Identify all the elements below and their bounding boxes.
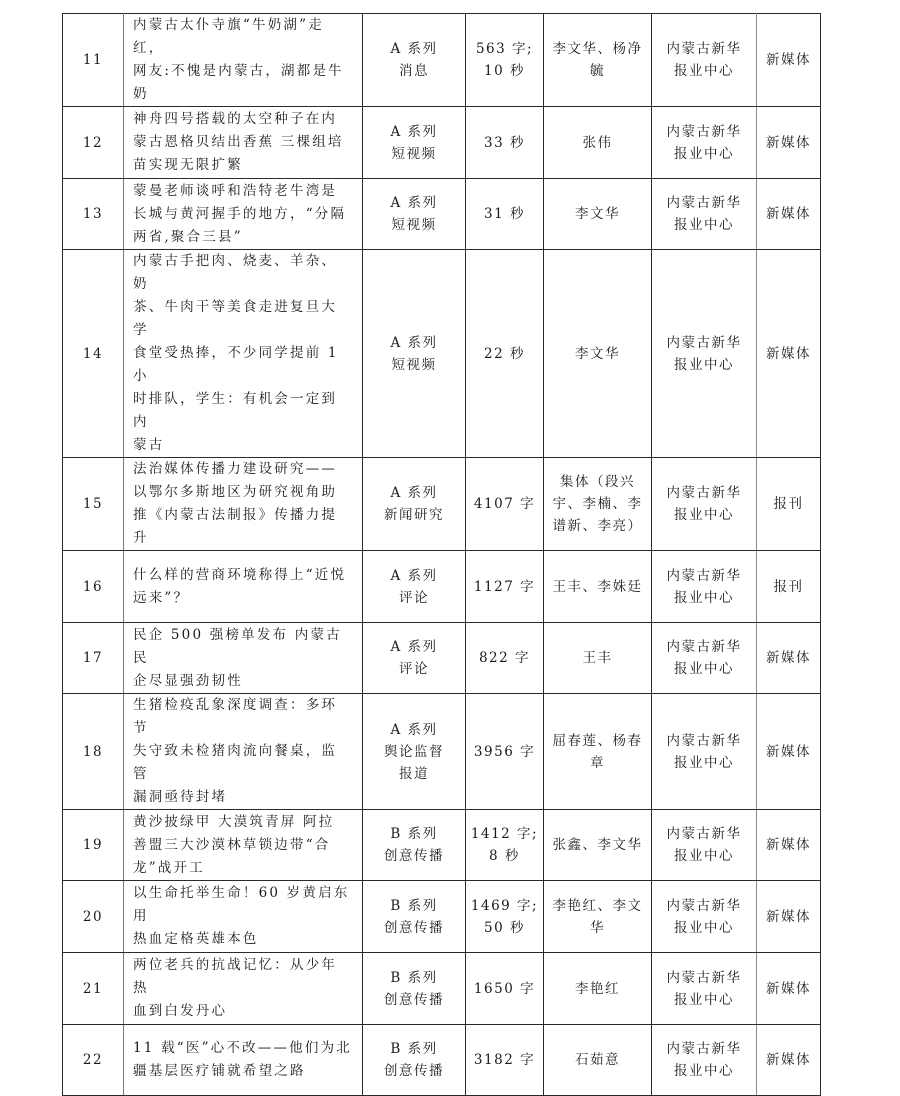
category-cell-line: 消息 bbox=[399, 63, 429, 79]
row-number-cell: 21 bbox=[63, 953, 124, 1025]
unit-cell-line: 报业中心 bbox=[674, 145, 734, 162]
length-cell-line: 1650 字 bbox=[473, 980, 536, 997]
title-cell bbox=[124, 953, 363, 1025]
author-cell-line: 华 bbox=[590, 919, 605, 936]
title-cell-line: 蒙曼老师谈呼和浩特老牛湾是 bbox=[133, 182, 338, 199]
length-cell bbox=[466, 14, 544, 107]
length-cell-line: 1412 字; bbox=[470, 826, 539, 842]
author-cell bbox=[544, 551, 652, 623]
unit-cell-line: 内蒙古新华 bbox=[666, 826, 742, 842]
unit-cell-line: 内蒙古新华 bbox=[666, 195, 742, 211]
category-cell bbox=[363, 953, 466, 1025]
author-cell bbox=[544, 14, 652, 107]
category-cell-line: B 系列 bbox=[390, 1041, 438, 1057]
length-cell bbox=[466, 694, 544, 810]
unit-cell bbox=[652, 1025, 757, 1096]
unit-cell-line: 内蒙古新华 bbox=[666, 123, 742, 140]
row-number-cell: 12 bbox=[63, 107, 124, 179]
author-cell-line: 李文华 bbox=[575, 345, 620, 362]
unit-cell bbox=[652, 881, 757, 953]
media-type-cell: 新媒体 bbox=[757, 694, 821, 810]
title-cell-line: 两省,聚合三县” bbox=[133, 228, 243, 245]
category-cell bbox=[363, 1025, 466, 1096]
title-cell-line: 疆基层医疗铺就希望之路 bbox=[133, 1063, 306, 1079]
row-number-cell: 22 bbox=[63, 1025, 124, 1096]
row-number-cell: 18 bbox=[63, 694, 124, 810]
category-cell-line: B 系列 bbox=[390, 897, 438, 914]
author-cell-line: 屈春莲、杨春 bbox=[552, 732, 643, 749]
author-cell-line: 李艳红 bbox=[575, 980, 620, 997]
row-number-cell: 13 bbox=[63, 179, 124, 250]
length-cell-line: 50 秒 bbox=[484, 919, 525, 936]
category-cell-line: B 系列 bbox=[390, 826, 438, 842]
title-cell-line: 内蒙古手把肉、烧麦、羊杂、奶 bbox=[133, 253, 338, 292]
table-row bbox=[63, 551, 821, 623]
unit-cell-line: 报业中心 bbox=[674, 63, 734, 79]
table-row bbox=[63, 694, 821, 810]
category-cell-line: 短视频 bbox=[391, 217, 437, 233]
unit-cell-line: 内蒙古新华 bbox=[666, 485, 742, 501]
length-cell-line: 3956 字 bbox=[473, 743, 536, 760]
length-cell bbox=[466, 458, 544, 551]
unit-cell-line: 报业中心 bbox=[674, 919, 734, 936]
title-cell-line: 善盟三大沙漠林草锁边带“合 bbox=[133, 836, 331, 853]
media-type-cell: 新媒体 bbox=[757, 179, 821, 250]
title-cell bbox=[124, 14, 363, 107]
author-cell-line: 张鑫、李文华 bbox=[552, 837, 643, 853]
row-number-cell: 14 bbox=[63, 250, 124, 458]
unit-cell-line: 内蒙古新华 bbox=[666, 334, 742, 351]
category-cell bbox=[363, 694, 466, 810]
unit-cell-line: 内蒙古新华 bbox=[666, 567, 742, 584]
author-cell bbox=[544, 623, 652, 694]
table-row bbox=[63, 810, 821, 881]
length-cell bbox=[466, 250, 544, 458]
table-row bbox=[63, 179, 821, 250]
category-cell bbox=[363, 458, 466, 551]
category-cell bbox=[363, 551, 466, 623]
title-cell bbox=[124, 458, 363, 551]
table-row bbox=[63, 881, 821, 953]
author-cell-line: 张伟 bbox=[582, 134, 613, 151]
title-cell-line: 食堂受热捧，不少同学提前 1 小 bbox=[133, 345, 339, 384]
author-cell-line: 石茹意 bbox=[575, 1052, 620, 1068]
author-cell bbox=[544, 810, 652, 881]
row-number-cell: 17 bbox=[63, 623, 124, 694]
table-row bbox=[63, 250, 821, 458]
media-type-cell: 新媒体 bbox=[757, 250, 821, 458]
title-cell bbox=[124, 881, 363, 953]
media-type-cell: 新媒体 bbox=[757, 953, 821, 1025]
author-cell bbox=[544, 250, 652, 458]
category-cell-line: A 系列 bbox=[390, 639, 438, 655]
media-type-cell: 报刊 bbox=[757, 458, 821, 551]
title-cell-line: 时排队，学生：有机会一定到内 bbox=[133, 391, 338, 430]
title-cell-line: 什么样的营商环境称得上“近悦 bbox=[133, 566, 347, 583]
length-cell-line: 10 秒 bbox=[484, 63, 525, 79]
category-cell-line: A 系列 bbox=[390, 195, 438, 211]
author-cell-line: 章 bbox=[590, 754, 605, 771]
category-cell-line: 报道 bbox=[399, 765, 429, 782]
title-cell-line: 血到白发丹心 bbox=[133, 1003, 228, 1019]
unit-cell-line: 内蒙古新华 bbox=[666, 969, 742, 986]
length-cell-line: 822 字 bbox=[478, 650, 531, 666]
length-cell-line: 3182 字 bbox=[473, 1052, 536, 1068]
title-cell-line: 民企 500 强榜单发布 内蒙古民 bbox=[133, 626, 342, 666]
category-cell-line: 新闻研究 bbox=[384, 507, 444, 523]
table-row bbox=[63, 107, 821, 179]
length-cell-line: 33 秒 bbox=[484, 134, 525, 151]
length-cell-line: 1469 字; bbox=[470, 897, 539, 914]
media-type-cell: 新媒体 bbox=[757, 1025, 821, 1096]
unit-cell-line: 报业中心 bbox=[674, 754, 734, 771]
title-cell bbox=[124, 250, 363, 458]
title-cell-line: 内蒙古太仆寺旗“牛奶湖”走红， bbox=[133, 17, 324, 56]
unit-cell-line: 报业中心 bbox=[674, 661, 734, 677]
author-cell-line: 李文华、杨净 bbox=[552, 41, 643, 57]
unit-cell bbox=[652, 810, 757, 881]
row-number-cell: 16 bbox=[63, 551, 124, 623]
title-cell-line: 远来”？ bbox=[133, 589, 190, 606]
category-cell-line: 创意传播 bbox=[384, 1063, 444, 1079]
category-cell-line: 短视频 bbox=[391, 356, 437, 373]
title-cell-line: 龙”战开工 bbox=[133, 859, 205, 876]
title-cell bbox=[124, 694, 363, 810]
length-cell-line: 4107 字 bbox=[473, 496, 536, 512]
author-cell-line: 王丰 bbox=[582, 650, 613, 666]
title-cell-line: 长城与黄河握手的地方，“分隔 bbox=[133, 205, 347, 222]
unit-cell bbox=[652, 250, 757, 458]
category-cell bbox=[363, 810, 466, 881]
unit-cell bbox=[652, 953, 757, 1025]
table-row bbox=[63, 458, 821, 551]
title-cell-line: 11 载“医”心不改——他们为北 bbox=[133, 1040, 352, 1056]
category-cell-line: 评论 bbox=[399, 589, 429, 606]
row-number-cell: 19 bbox=[63, 810, 124, 881]
author-cell-line: 王丰、李姝廷 bbox=[552, 578, 643, 595]
row-number-cell: 20 bbox=[63, 881, 124, 953]
media-type-cell: 报刊 bbox=[757, 551, 821, 623]
length-cell bbox=[466, 810, 544, 881]
author-cell bbox=[544, 107, 652, 179]
category-cell-line: 创意传播 bbox=[384, 991, 444, 1008]
author-cell-line: 李文华 bbox=[575, 206, 620, 222]
table-row bbox=[63, 953, 821, 1025]
category-cell bbox=[363, 107, 466, 179]
length-cell bbox=[466, 881, 544, 953]
title-cell bbox=[124, 551, 363, 623]
table-body bbox=[63, 14, 821, 1096]
title-cell bbox=[124, 623, 363, 694]
title-cell-line: 企尽显强劲韧性 bbox=[133, 672, 243, 689]
unit-cell bbox=[652, 551, 757, 623]
category-cell-line: A 系列 bbox=[390, 485, 438, 501]
row-number-cell: 15 bbox=[63, 458, 124, 551]
category-cell-line: 创意传播 bbox=[384, 919, 444, 936]
title-cell-line: 蒙古恩格贝结出香蕉 三棵组培 bbox=[133, 134, 344, 150]
category-cell-line: A 系列 bbox=[390, 567, 438, 584]
author-cell-line: 宇、李楠、李 bbox=[552, 496, 643, 512]
author-cell bbox=[544, 179, 652, 250]
category-cell bbox=[363, 881, 466, 953]
length-cell-line: 8 秒 bbox=[489, 848, 520, 864]
category-cell-line: B 系列 bbox=[390, 969, 438, 986]
category-cell-line: A 系列 bbox=[390, 334, 438, 351]
length-cell-line: 31 秒 bbox=[484, 206, 525, 222]
title-cell-line: 蒙古 bbox=[133, 437, 165, 453]
table-row bbox=[63, 623, 821, 694]
length-cell-line: 563 字; bbox=[475, 41, 534, 57]
category-cell bbox=[363, 623, 466, 694]
length-cell bbox=[466, 1025, 544, 1096]
title-cell-line: 以鄂尔多斯地区为研究视角助 bbox=[133, 484, 338, 500]
category-cell-line: 短视频 bbox=[391, 145, 437, 162]
media-type-cell: 新媒体 bbox=[757, 810, 821, 881]
unit-cell bbox=[652, 107, 757, 179]
unit-cell bbox=[652, 179, 757, 250]
category-cell-line: 评论 bbox=[399, 661, 429, 677]
media-type-cell: 新媒体 bbox=[757, 14, 821, 107]
title-cell-line: 神舟四号搭载的太空种子在内 bbox=[133, 111, 338, 127]
unit-cell bbox=[652, 14, 757, 107]
title-cell-line: 网友:不愧是内蒙古，湖都是牛 bbox=[133, 63, 344, 79]
title-cell bbox=[124, 107, 363, 179]
title-cell bbox=[124, 810, 363, 881]
title-cell bbox=[124, 179, 363, 250]
table-row bbox=[63, 1025, 821, 1096]
category-cell-line: 创意传播 bbox=[384, 848, 444, 864]
author-cell bbox=[544, 1025, 652, 1096]
unit-cell-line: 内蒙古新华 bbox=[666, 732, 742, 749]
unit-cell-line: 内蒙古新华 bbox=[666, 639, 742, 655]
author-cell-line: 毓 bbox=[590, 63, 605, 79]
title-cell-line: 漏洞亟待封堵 bbox=[133, 789, 228, 805]
category-cell bbox=[363, 14, 466, 107]
author-cell bbox=[544, 881, 652, 953]
title-cell-line: 茶、牛肉干等美食走进复旦大学 bbox=[133, 299, 338, 338]
unit-cell-line: 内蒙古新华 bbox=[666, 1041, 742, 1057]
table-row bbox=[63, 14, 821, 107]
category-cell bbox=[363, 250, 466, 458]
author-cell bbox=[544, 694, 652, 810]
unit-cell-line: 报业中心 bbox=[674, 589, 734, 606]
title-cell-line: 两位老兵的抗战记忆：从少年热 bbox=[133, 957, 338, 996]
length-cell bbox=[466, 623, 544, 694]
category-cell-line: A 系列 bbox=[390, 123, 438, 140]
author-cell bbox=[544, 458, 652, 551]
row-number-cell: 11 bbox=[63, 14, 124, 107]
category-cell bbox=[363, 179, 466, 250]
unit-cell-line: 内蒙古新华 bbox=[666, 897, 742, 914]
author-cell bbox=[544, 953, 652, 1025]
length-cell-line: 1127 字 bbox=[473, 578, 536, 595]
length-cell bbox=[466, 953, 544, 1025]
category-cell-line: 舆论监督 bbox=[384, 743, 444, 760]
unit-cell-line: 报业中心 bbox=[674, 991, 734, 1008]
unit-cell-line: 报业中心 bbox=[674, 848, 734, 864]
length-cell bbox=[466, 107, 544, 179]
length-cell bbox=[466, 551, 544, 623]
unit-cell bbox=[652, 458, 757, 551]
title-cell-line: 苗实现无限扩繁 bbox=[133, 157, 243, 173]
media-type-cell: 新媒体 bbox=[757, 623, 821, 694]
title-cell-line: 推《内蒙古法制报》传播力提升 bbox=[133, 507, 338, 546]
unit-cell-line: 报业中心 bbox=[674, 1063, 734, 1079]
title-cell bbox=[124, 1025, 363, 1096]
unit-cell bbox=[652, 623, 757, 694]
media-type-cell: 新媒体 bbox=[757, 107, 821, 179]
category-cell-line: A 系列 bbox=[390, 41, 438, 57]
author-cell-line: 集体（段兴 bbox=[560, 474, 635, 490]
unit-cell-line: 报业中心 bbox=[674, 507, 734, 523]
length-cell bbox=[466, 179, 544, 250]
category-cell-line: A 系列 bbox=[390, 721, 438, 738]
title-cell-line: 热血定格英雄本色 bbox=[133, 931, 259, 947]
media-type-cell: 新媒体 bbox=[757, 881, 821, 953]
author-cell-line: 李艳红、李文 bbox=[552, 897, 643, 914]
unit-cell-line: 报业中心 bbox=[674, 356, 734, 373]
title-cell-line: 生猪检疫乱象深度调查：多环节 bbox=[133, 697, 338, 736]
unit-cell-line: 内蒙古新华 bbox=[666, 41, 742, 57]
title-cell-line: 黄沙披绿甲 大漠筑青屏 阿拉 bbox=[133, 813, 335, 830]
author-cell-line: 谱新、李亮） bbox=[552, 518, 643, 534]
title-cell-line: 失守致未检猪肉流向餐桌，监管 bbox=[133, 743, 338, 782]
length-cell-line: 22 秒 bbox=[484, 345, 525, 362]
title-cell-line: 法治媒体传播力建设研究—— bbox=[133, 461, 338, 477]
title-cell-line: 奶 bbox=[133, 86, 149, 102]
title-cell-line: 以生命托举生命！60 岁黄启东用 bbox=[133, 885, 350, 924]
unit-cell-line: 报业中心 bbox=[674, 217, 734, 233]
unit-cell bbox=[652, 694, 757, 810]
